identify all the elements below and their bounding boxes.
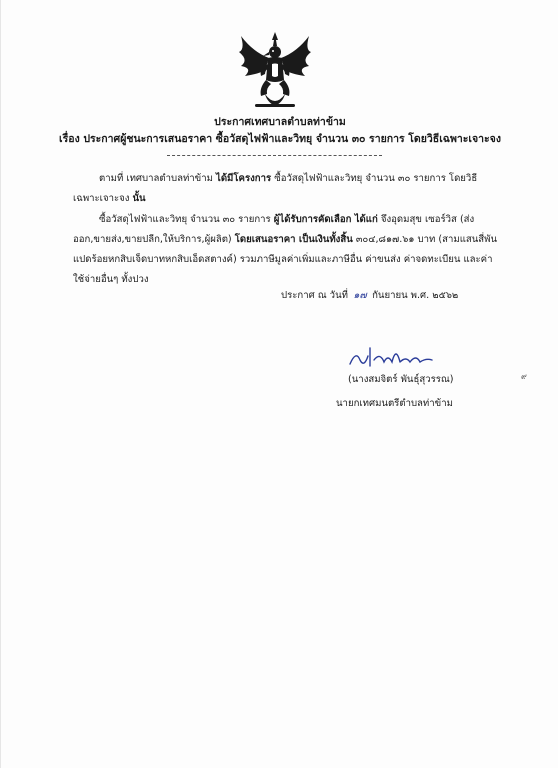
paragraph-2 [73, 210, 503, 290]
para1-bold: ได้มีโครงการ [216, 173, 272, 184]
para1-rest: ซื้อวัสดุไฟฟ้าและวิทยุ จำนวน ๓๐ รายการ โดยวิธีเฉพาะเจาะจง [73, 173, 478, 204]
handwritten-signature [346, 342, 436, 372]
signer-position: นายกเทศมนตรีตำบลท่าข้าม [336, 398, 453, 409]
para2-bold-winner: ผู้ได้รับการคัดเลือก ได้แก่ [273, 214, 378, 225]
date-day: ๑๗ [353, 290, 367, 301]
paragraph-1 [73, 169, 503, 209]
para2-price-details: ๓๐๔,๘๑๗.๖๑ บาท (สามแสนสี่พันแปดร้อยหกสิบเจ็ดบาทหกสิบเอ็ดสตางค์) รวมภาษีมูลค่าเพิ่มและภาษีอื่น ค่าขนส่ง ค่าจดทะเบียน และค่าใช้จ่ายอื่นๆ ทั้งปวง [73, 234, 498, 285]
para2-bold-price: โดยเสนอราคา เป็นเงินทั้งสิ้น [234, 234, 353, 245]
date-month-year: กันยายน พ.ศ. ๒๕๖๒ [372, 290, 459, 301]
issuer-title: ประกาศเทศบาลตำบลท่าข้าม [214, 116, 346, 128]
signer-name: (นางสมจิตร์ พันธุ์สุวรรณ) [348, 374, 454, 385]
announcement-date [281, 288, 458, 303]
divider-line [167, 155, 382, 156]
para2-lead: ซื้อวัสดุไฟฟ้าและวิทยุ จำนวน ๓๐ รายการ [99, 214, 271, 225]
para1-lead: ตามที่ เทศบาลตำบลท่าข้าม [99, 173, 213, 184]
para1-end: นั้น [132, 193, 146, 204]
date-prefix: ประกาศ ณ วันที่ [281, 290, 348, 301]
para2-winner-name: จึงอุดมสุข เซอร์วิส (ส่งออก,ขายส่ง,ขายปลีก,ให้บริการ,ผู้ผลิต) [73, 214, 475, 245]
subject-title: เรื่อง ประกาศผู้ชนะการเสนอราคา ซื้อวัสดุไฟฟ้าและวิทยุ จำนวน ๓๐ รายการ โดยวิธีเฉพาะเจาะจง [59, 133, 501, 145]
garuda-emblem [235, 30, 315, 112]
margin-mark: ๙ [521, 372, 527, 381]
